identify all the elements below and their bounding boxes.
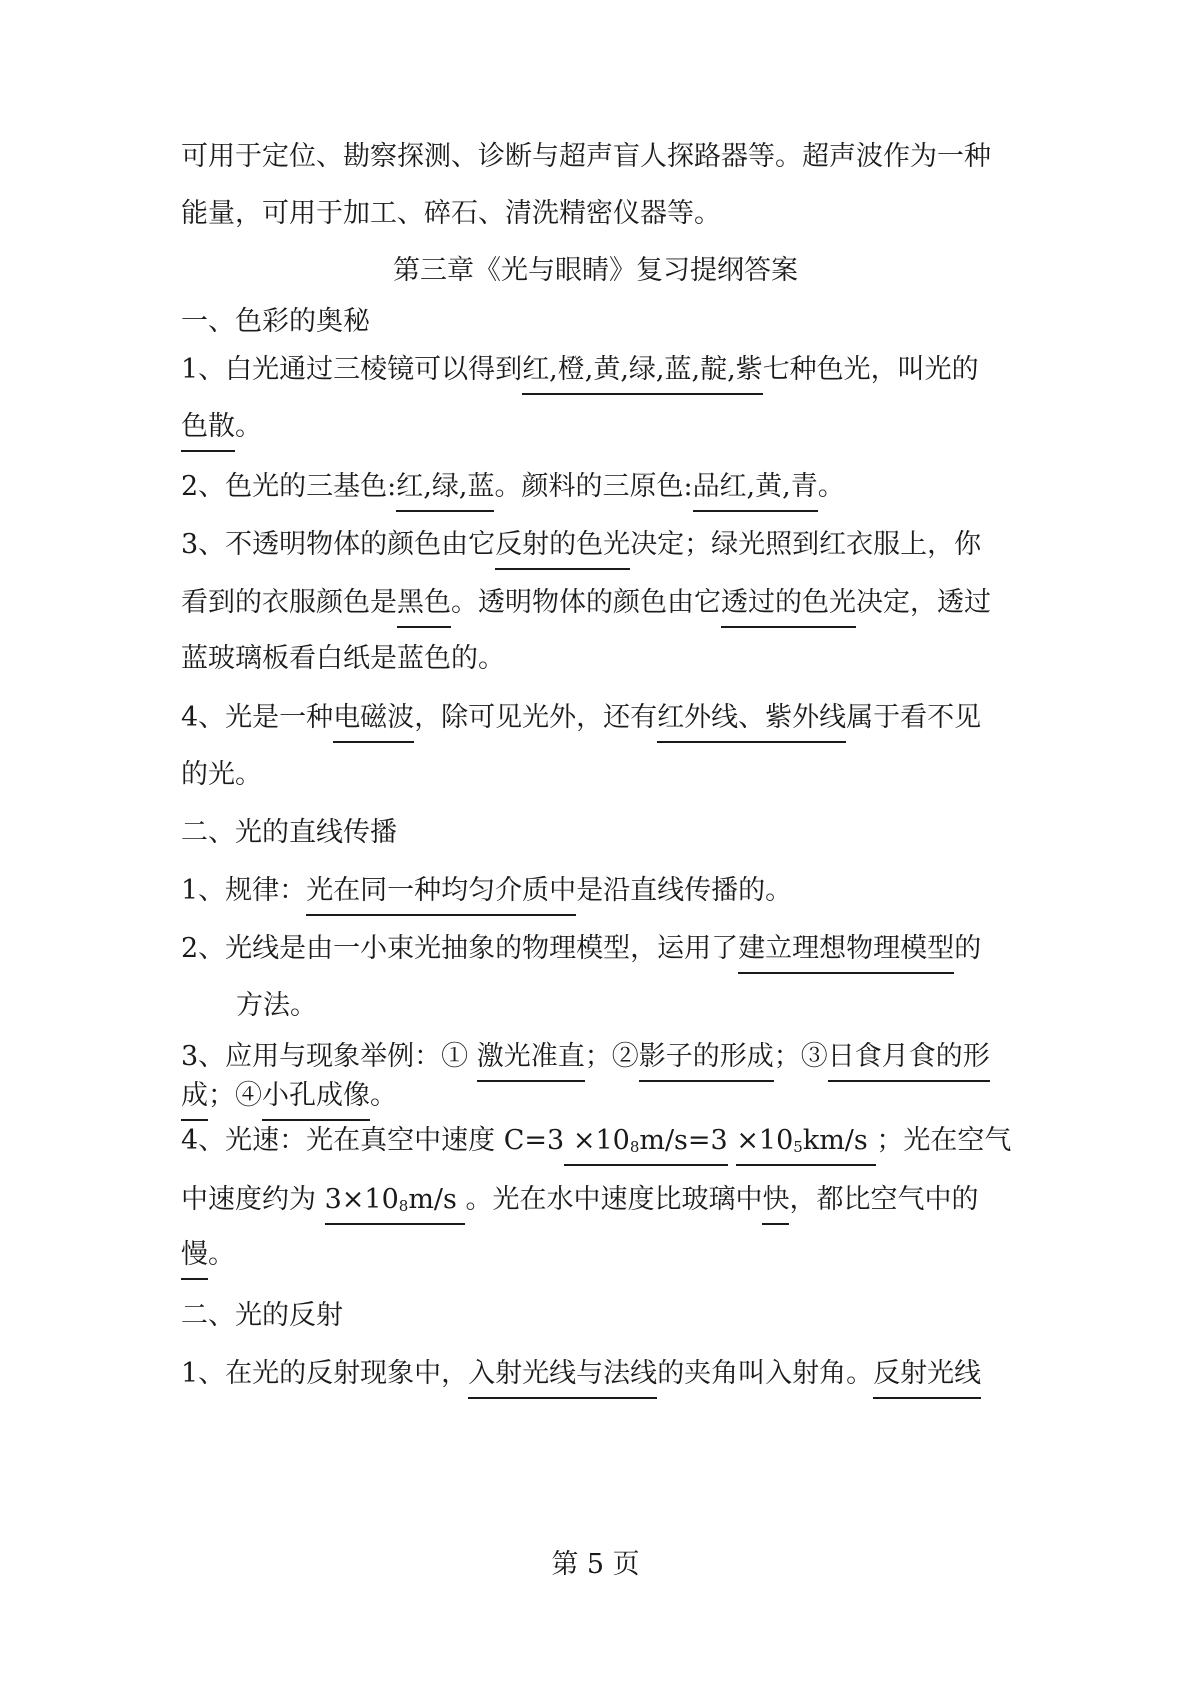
text: 。: [817, 471, 845, 502]
paragraph-line: [181, 470, 1021, 504]
answer-blank: 慢: [181, 1239, 208, 1280]
superscript: 8: [629, 1138, 640, 1156]
text: 。: [370, 1080, 397, 1111]
answer-blank: 红外线、紫外线: [657, 702, 846, 743]
text: 的: [954, 933, 982, 964]
paragraph-line: [181, 1124, 1021, 1164]
text: 一、色彩的奥秘: [181, 306, 370, 337]
answer-blank: [736, 1125, 876, 1166]
text: 1、在光的反射现象中，: [181, 1358, 469, 1389]
paragraph-line: [181, 353, 1021, 387]
answer-blank: 光在同一种均匀介质中: [306, 875, 576, 916]
text: 第 5 页: [551, 1549, 640, 1580]
answer-blank: 成: [181, 1080, 208, 1121]
text: 。: [208, 1239, 235, 1270]
answer-blank: 反射的色光: [495, 529, 630, 570]
answer-blank: 红,橙,黄,绿,蓝,靛,紫: [522, 354, 763, 395]
answer-blank: 红,绿,蓝: [396, 471, 494, 512]
text: ，都比空气中的: [789, 1184, 979, 1215]
paragraph-line: [181, 932, 1021, 966]
text: ；②: [584, 1041, 639, 1072]
answer-blank: 反射光线: [873, 1358, 981, 1399]
section-heading: [181, 816, 1021, 850]
paragraph-line: [181, 1040, 1021, 1074]
text: 2、色光的三基色:: [181, 471, 397, 502]
text: 4、光是一种: [181, 702, 334, 733]
text: m/s: [408, 1184, 457, 1215]
text: ；③: [773, 1041, 828, 1072]
text: 1、白光通过三棱镜可以得到: [181, 354, 523, 385]
text: 方法。: [236, 990, 317, 1021]
paragraph-line: [181, 758, 1021, 792]
text: 可用于定位、勘察探测、诊断与超声盲人探路器等。超声波作为一种: [181, 141, 991, 172]
paragraph-line: [181, 586, 1021, 620]
paragraph-line: [181, 701, 1021, 735]
text: 3、不透明物体的颜色由它: [181, 529, 496, 560]
text: 的光。: [181, 759, 262, 790]
text: 能量，可用于加工、碎石、清洗精密仪器等。: [181, 198, 721, 229]
paragraph-line: [181, 1079, 1021, 1113]
text: 二、光的反射: [181, 1300, 343, 1331]
chapter-title: [0, 254, 1191, 288]
paragraph-line: [181, 1357, 1021, 1391]
text: 。透明物体的颜色由它: [451, 587, 721, 618]
paragraph-line: [181, 642, 1021, 676]
page-number: [0, 1548, 1191, 1582]
answer-blank: 小孔成像: [262, 1080, 370, 1121]
text: ；④: [208, 1080, 262, 1111]
paragraph-line: [181, 1238, 1021, 1272]
answer-blank: 激光准直: [477, 1041, 585, 1082]
answer-blank: 建立理想物理模型: [738, 933, 954, 974]
text: 3、应用与现象举例：①: [181, 1041, 469, 1072]
text: 2、光线是由一小束光抽象的物理模型，运用了: [181, 933, 739, 964]
answer-blank: 入射光线与法线: [468, 1358, 657, 1399]
paragraph-line: [181, 528, 1021, 562]
paragraph-line: [181, 140, 1021, 174]
text: 二、光的直线传播: [181, 817, 397, 848]
section-heading: [181, 305, 1021, 339]
text: 决定；绿光照到红衣服上，你: [630, 529, 982, 560]
answer-blank: 快: [762, 1184, 789, 1225]
text: 属于看不见: [846, 702, 982, 733]
paragraph-line: [181, 1183, 1021, 1223]
text: 的夹角叫入射角。: [657, 1358, 874, 1389]
paragraph-line: [181, 197, 1021, 231]
text: 蓝玻璃板看白纸是蓝色的。: [181, 643, 505, 674]
text: m/s=3: [639, 1125, 728, 1156]
superscript: 8: [398, 1197, 409, 1215]
section-heading: [181, 1299, 1021, 1333]
text: 七种色光，叫光的: [762, 354, 979, 385]
text: ，除可见光外，还有: [414, 702, 658, 733]
text: 是沿直线传播的。: [576, 875, 793, 906]
answer-blank: 电磁波: [333, 702, 414, 743]
text: km/s: [802, 1125, 868, 1156]
text: 。光在水中速度比玻璃中: [465, 1184, 763, 1215]
text: 看到的衣服颜色是: [181, 587, 397, 618]
text: ×10: [572, 1125, 630, 1156]
answer-blank: [325, 1184, 466, 1225]
text: 1、规律：: [181, 875, 307, 906]
text: ×10: [736, 1125, 794, 1156]
text: 3×10: [324, 1184, 399, 1215]
text: 第三章《光与眼睛》复习提纲答案: [393, 255, 798, 286]
superscript: 5: [793, 1138, 803, 1156]
text: 。: [235, 411, 262, 442]
paragraph-line: [181, 874, 1021, 908]
answer-blank: [564, 1125, 727, 1166]
text: 中速度约为: [181, 1184, 316, 1215]
paragraph-line: [181, 410, 1021, 444]
answer-blank: 日食月食的形: [828, 1041, 990, 1082]
text: ；光在空气: [876, 1125, 1012, 1156]
answer-blank: 透过的色光: [721, 587, 856, 628]
answer-blank: 黑色: [397, 587, 451, 628]
text: 。颜料的三原色:: [494, 471, 693, 502]
text: 4、光速：光在真空中速度 C=3: [181, 1125, 565, 1156]
text: 决定，透过: [856, 587, 991, 618]
paragraph-line: [236, 989, 1076, 1023]
answer-blank: 品红,黄,青: [693, 471, 818, 512]
answer-blank: 影子的形成: [639, 1041, 774, 1082]
answer-blank: 色散: [181, 411, 235, 452]
